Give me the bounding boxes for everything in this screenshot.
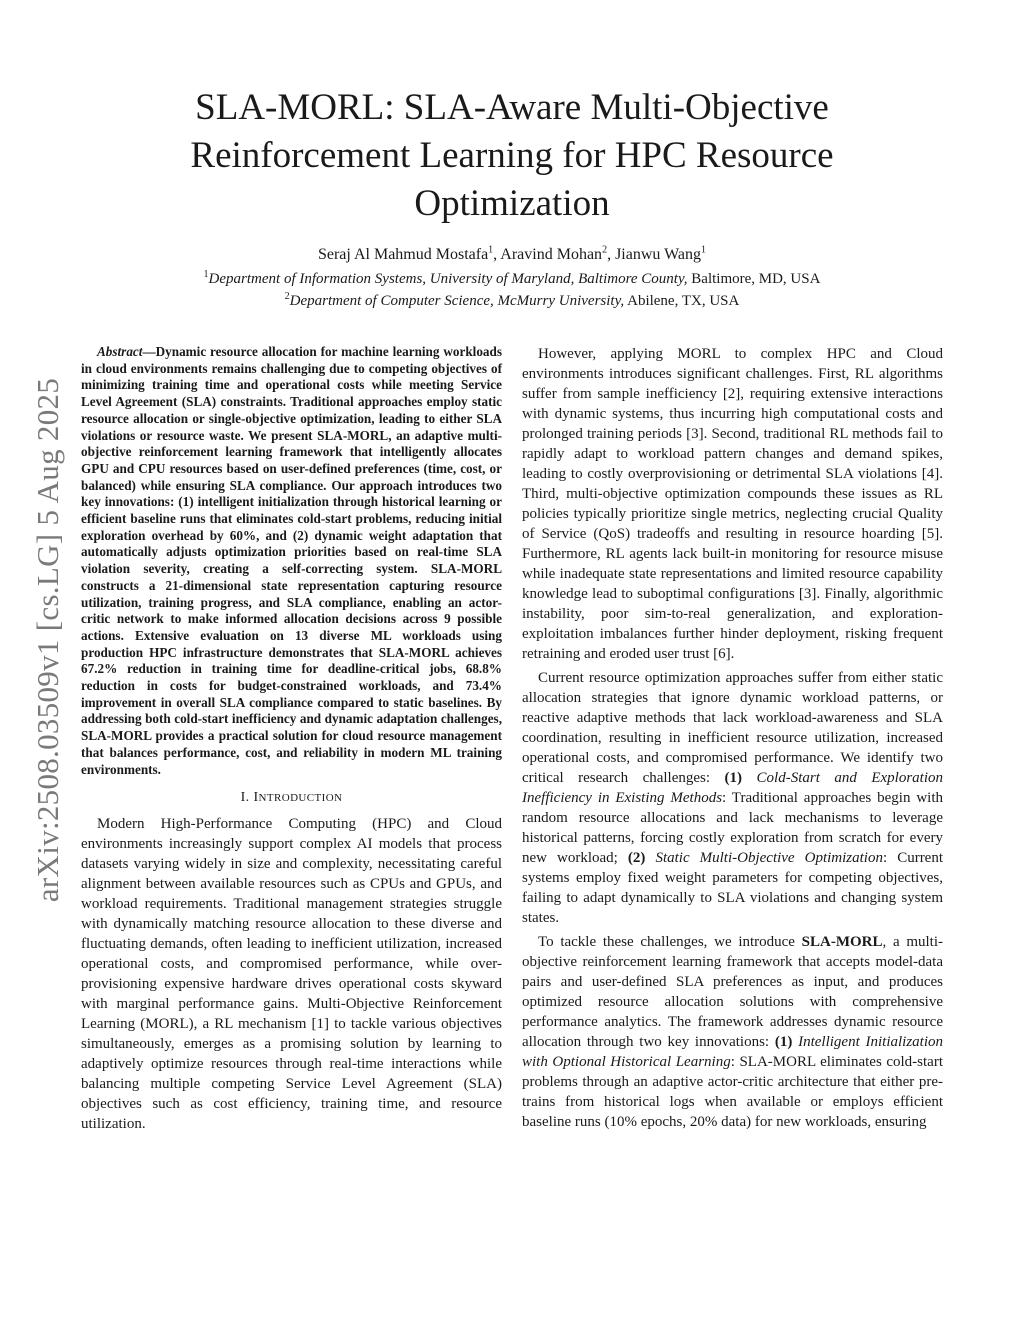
affil-location: Abilene, TX, USA <box>627 293 740 309</box>
abstract <box>81 344 502 778</box>
enum-marker: (1) <box>724 770 743 786</box>
intro-paragraph-3: Current resource optimization approaches suffer from either static allocation strategies that ignore dynamic workload patterns, or reactive adaptive methods that lack workload-awareness and SLA coordination, resulting in inefficient resource utilization, increased operational costs, and compromised performance. We identify two critical research challenges: (1) Cold-Start and Exploration Inefficiency in Existing Methods: Traditional approaches begin with random resource allocations and lack mechanisms to leverage historical patterns, forcing costly exploration from scratch for every new workload; (2) Static Multi-Objective Optimization: Current systems employ fixed weight parameters for competing objectives, failing to adapt dynamically to SLA violations and changing system states. <box>522 670 944 926</box>
arxiv-identifier: arXiv:2508.03509v1 [cs.LG] 5 Aug 2025 <box>30 377 65 903</box>
author-affil-mark: 1 <box>701 244 707 256</box>
paper-title: SLA-MORL: SLA-Aware Multi-Objective Reinforcement Learning for HPC Resource Optimization <box>190 87 834 224</box>
affil-dept: Department of Information Systems, University of Maryland, Baltimore County, <box>208 271 688 287</box>
affiliation-1 <box>110 268 914 290</box>
author-list: Seraj Al Mahmud Mostafa$^1$, Aravind Mohan$^2$, Jianwu Wang$^1$ <box>317 244 707 263</box>
enum-marker: (1) <box>774 1034 793 1050</box>
intro-paragraph-1: Modern High-Performance Computing (HPC) and Cloud environments increasingly support complex AI models that process datasets varying widely in size and complexity, necessitating careful alignment between available resources such as CPUs and GPUs, and workload requirements. Traditional management strategies struggle with dynamically matching resource allocation to these diverse and fluctuating demands, often leading to inefficient utilization, increased operational costs, and compromised performance, while over-provisioning expensive hardware drives operational costs skyward with marginal performance gains. Multi-Objective Reinforcement Learning (MORL), a RL mechanism [1] to tackle various objectives simultaneously, emerges as a promising solution by learning to adaptively optimize resources through real-time interactions while balancing multiple competing Service Level Agreement (SLA) objectives such as cost efficiency, training time, and resource utilization. <box>81 816 502 1133</box>
intro-paragraph-2: However, applying MORL to complex HPC and Cloud environments introduces significant challenges. First, RL algorithms suffer from sample inefficiency [2], requiring extensive interactions with dynamic systems, thus incurring high computational costs and prolonged training periods [3]. Second, traditional RL methods fail to rapidly adapt to workload pattern changes and demand spikes, leading to costly overprovisioning or detrimental SLA violations [4]. Third, multi-objective optimization compounds these issues as RL policies typically prioritize single metrics, neglecting crucial Quality of Service (QoS) tradeoffs and resulting in resource hoarding [5]. Furthermore, RL agents lack built-in monitoring for resource misuse while inadequate state representations and limited resource capability knowledge lead to suboptimal configurations [3]. Finally, algorithmic instability, poor sim-to-real generalization, and exploration-exploitation imbalances further hinder deployment, risking frequent retraining and eroded user trust [6]. <box>522 346 943 662</box>
section-rest: NTRODUCTION <box>258 792 343 805</box>
abstract-label: Abstract <box>97 344 143 359</box>
affil-mark: 1 <box>203 269 209 280</box>
enum-marker: (2) <box>627 850 646 866</box>
framework-name: SLA-MORL <box>801 934 883 950</box>
intro-paragraph-4: To tackle these challenges, we introduce SLA-MORL, a multi-objective reinforcement learning framework that accepts model-data pairs and user-defined SLA preferences as input, and produces optimized resource allocation solutions with comprehensive performance analytics. The framework addresses dynamic resource allocation through two key innovations: (1) Intelligent Initialization with Optional Historical Learning: SLA-MORL eliminates cold-start problems through an adaptive actor-critic architecture that either pre-trains from historical logs when available or employs efficient baseline runs (10% epochs, 20% data) for new workloads, ensuring <box>522 934 944 1130</box>
challenge-title: Cold-Start and Exploration Inefficiency in Existing Methods <box>522 770 944 806</box>
author-name: Seraj Al Mahmud Mostafa <box>317 246 489 263</box>
author-affil-mark: 2 <box>602 244 608 256</box>
section-heading-introduction <box>81 788 502 808</box>
section-cap: I <box>253 790 259 806</box>
affiliation-2 <box>110 290 914 312</box>
innovation-title: Intelligent Initialization with Optional Historical Learning <box>522 1034 944 1070</box>
affil-location: Baltimore, MD, USA <box>691 271 821 287</box>
author-name: Aravind Mohan <box>500 246 603 263</box>
left-column <box>81 344 502 1138</box>
abstract-text: —Dynamic resource allocation for machine learning workloads in cloud environments remains challenging due to competing objectives of minimizing training time and operational costs while meeting Service Level Agreement (SLA) constraints. Traditional approaches employ static resource allocation or single-objective optimization, leading to either SLA violations or resource waste. We present SLA-MORL, an adaptive multi-objective reinforcement learning framework that intelligently allocates GPU and CPU resources based on user-defined preferences (time, cost, or balanced) while ensuring SLA compliance. Our approach introduces two key innovations: (1) intelligent initialization through historical learning or efficient baseline runs that eliminates cold-start problems, reducing initial exploration overhead by 60%, and (2) dynamic weight adaptation that automatically adjusts optimization priorities based on real-time SLA violation severity, creating a self-correcting system. SLA-MORL constructs a 21-dimensional state representation capturing resource utilization, training progress, and SLA compliance, enabling an actor-critic network to make informed allocation decisions across 9 possible actions. Extensive evaluation on 13 diverse ML workloads using production HPC infrastructure demonstrates that SLA-MORL achieves 67.2% reduction in training time for deadline-critical jobs, 68.8% reduction in costs for budget-constrained workloads, and 73.4% improvement in overall SLA compliance compared to static baselines. By addressing both cold-start inefficiency and dynamic adaptation challenges, SLA-MORL provides a practical solution for cloud resource management that balances performance, cost, and reliability in modern ML training environments. <box>81 344 502 777</box>
affil-mark: 2 <box>284 291 290 302</box>
author-affil-mark: 1 <box>488 244 494 256</box>
right-column <box>522 344 943 1136</box>
section-number: I. <box>240 790 254 806</box>
author-name: Jianwu Wang <box>615 246 702 263</box>
affil-dept: Department of Computer Science, McMurry University, <box>289 293 625 309</box>
challenge-title: Static Multi-Objective Optimization <box>655 850 883 866</box>
